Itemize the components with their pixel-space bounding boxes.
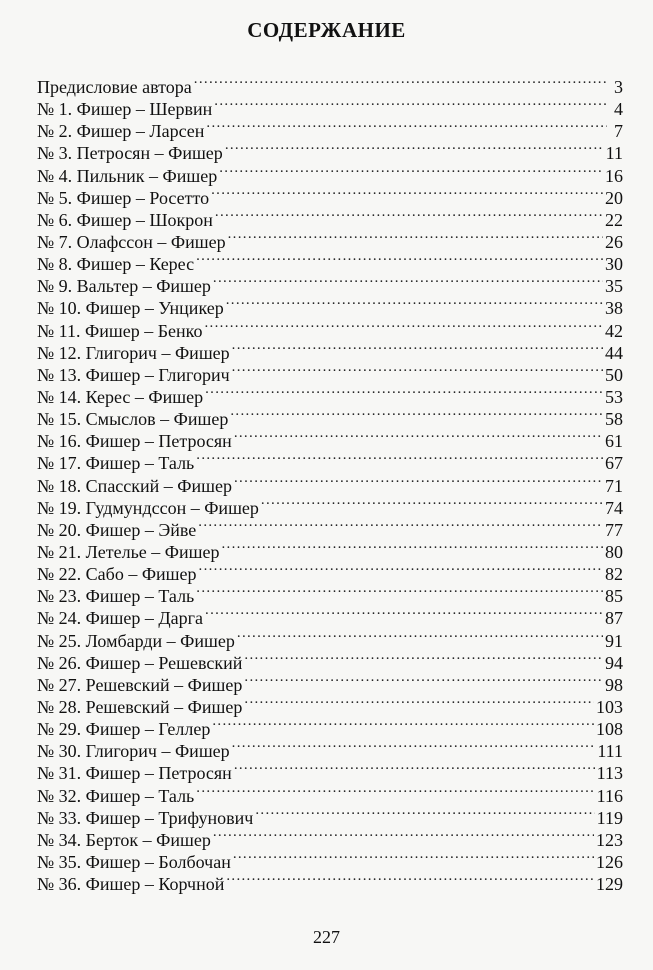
toc-entry-title: № 28. Решевский – Фишер [37,696,243,717]
toc-entry-title: № 30. Глигорич – Фишер [37,741,230,762]
toc-entry-page: 91 [605,630,623,651]
toc-entry-page: 22 [605,209,623,230]
toc-entry-title: № 22. Сабо – Фишер [37,564,197,585]
dot-leader [255,802,594,824]
dot-leader [213,270,603,292]
dot-leader [244,647,603,669]
toc-entry-page: 53 [605,386,623,407]
dot-leader [232,735,596,757]
dot-leader [232,337,603,359]
dot-leader [205,315,604,337]
page-number: 227 [313,927,340,947]
dot-leader [225,137,604,159]
dot-leader [234,470,603,492]
toc-entry-title: № 8. Фишер – Керес [37,254,195,275]
dot-leader [228,226,603,248]
toc-entry-page: 98 [605,674,623,695]
toc-entry-page: 87 [605,608,623,629]
toc-entry-title: № 19. Гудмундссон – Фишер [37,497,259,518]
toc-entry-page: 82 [605,564,623,585]
toc-entry-title: № 25. Ломбарди – Фишер [37,630,235,651]
toc-entry-title: № 14. Керес – Фишер [37,386,204,407]
dot-leader [234,425,603,447]
dot-leader [205,602,603,624]
dot-leader [212,713,594,735]
toc-entry-page: 7 [614,121,623,142]
toc-entry-title: № 24. Фишер – Дарга [37,608,204,629]
toc-entry-title: № 13. Фишер – Глигорич [37,364,230,385]
toc-entry-title: № 6. Фишер – Шокрон [37,209,213,230]
toc-entry-title: № 21. Летелье – Фишер [37,541,220,562]
dot-leader [226,868,594,890]
toc-entry-page: 11 [605,143,623,164]
toc-entry-title: № 27. Решевский – Фишер [37,674,243,695]
toc-entry [37,71,623,97]
toc-entry-page: 67 [605,453,623,474]
dot-leader [215,204,603,226]
dot-leader [196,447,603,469]
dot-leader [226,292,603,314]
toc-entry-page: 26 [605,231,623,252]
dot-leader [214,93,607,115]
dot-leader [244,669,603,691]
page-title: СОДЕРЖАНИЕ [247,18,406,42]
toc-entry-page: 4 [614,99,623,120]
toc-entry-title: № 1. Фишер – Шервин [37,99,213,120]
toc-entry-title: Предисловие автора [37,77,192,97]
dot-leader [196,780,594,802]
toc-entry-page: 20 [605,187,623,208]
toc-entry-title: № 23. Фишер – Таль [37,586,195,607]
toc-entry-page: 80 [605,541,623,562]
dot-leader [261,492,603,514]
toc-entry-title: № 29. Фишер – Геллер [37,719,211,740]
dot-leader [222,536,604,558]
dot-leader [233,846,594,868]
toc-entry-page: 74 [605,497,623,518]
toc-entry-title: № 34. Берток – Фишер [37,829,211,850]
toc-entry-page: 85 [605,586,623,607]
toc-entry-title: № 26. Фишер – Решевский [37,652,243,673]
toc-entry-page: 50 [605,364,623,385]
toc-entry-title: № 20. Фишер – Эйве [37,519,197,540]
toc-entry-title: № 17. Фишер – Таль [37,453,195,474]
toc-entry-title: № 31. Фишер – Петросян [37,763,232,784]
toc-entry-page: 61 [605,431,623,452]
toc-entry-page: 113 [596,763,623,784]
dot-leader [219,160,603,182]
toc-entry-title: № 10. Фишер – Унцикер [37,298,224,319]
toc-entry-page: 126 [596,851,623,872]
toc-entry-page: 94 [605,652,623,673]
dot-leader [237,625,603,647]
toc-entry-page: 103 [596,696,623,717]
dot-leader [205,381,603,403]
toc-entry-title: № 2. Фишер – Ларсен [37,121,205,142]
dot-leader [230,403,603,425]
toc-entry-page: 108 [596,719,623,740]
dot-leader [206,115,607,137]
toc-entry-title: № 18. Спасский – Фишер [37,475,232,496]
toc-entry-page: 116 [596,785,623,806]
dot-leader [211,182,603,204]
toc-entry-page: 38 [605,298,623,319]
toc-entry-title: № 12. Глигорич – Фишер [37,342,230,363]
dot-leader [196,580,603,602]
toc-entry-page: 123 [596,829,623,850]
dot-leader [199,558,603,580]
table-of-contents [37,71,623,895]
toc-entry-title: № 9. Вальтер – Фишер [37,276,211,297]
toc-entry-title: № 3. Петросян – Фишер [37,143,223,164]
dot-leader [198,514,603,536]
toc-entry-title: № 11. Фишер – Бенко [37,320,203,341]
dot-leader [234,757,595,779]
toc-entry-page: 119 [596,807,623,828]
toc-entry-title: № 33. Фишер – Трифунович [37,807,254,828]
toc-entry-title: № 7. Олафссон – Фишер [37,231,226,252]
dot-leader [213,824,594,846]
toc-entry-page: 44 [605,342,623,363]
toc-entry-title: № 36. Фишер – Корчной [37,874,225,895]
toc-entry-page: 71 [605,475,623,496]
toc-entry-page: 42 [605,320,623,341]
toc-entry-page: 111 [597,741,623,762]
toc-entry-title: № 32. Фишер – Таль [37,785,195,806]
toc-entry-title: № 5. Фишер – Росетто [37,187,210,208]
toc-entry-page: 3 [614,77,623,97]
toc-entry-title: № 4. Пильник – Фишер [37,165,218,186]
dot-leader [196,248,603,270]
toc-entry-page: 129 [596,874,623,895]
dot-leader [232,359,603,381]
toc-entry-page: 16 [605,165,623,186]
toc-entry-page: 30 [605,254,623,275]
dot-leader [244,691,594,713]
toc-entry-title: № 35. Фишер – Болбочан [37,851,231,872]
toc-entry-page: 77 [605,519,623,540]
toc-entry-page: 35 [605,276,623,297]
dot-leader [194,71,607,93]
toc-entry-title: № 16. Фишер – Петросян [37,431,232,452]
toc-entry-title: № 15. Смыслов – Фишер [37,409,229,430]
toc-entry-page: 58 [605,409,623,430]
